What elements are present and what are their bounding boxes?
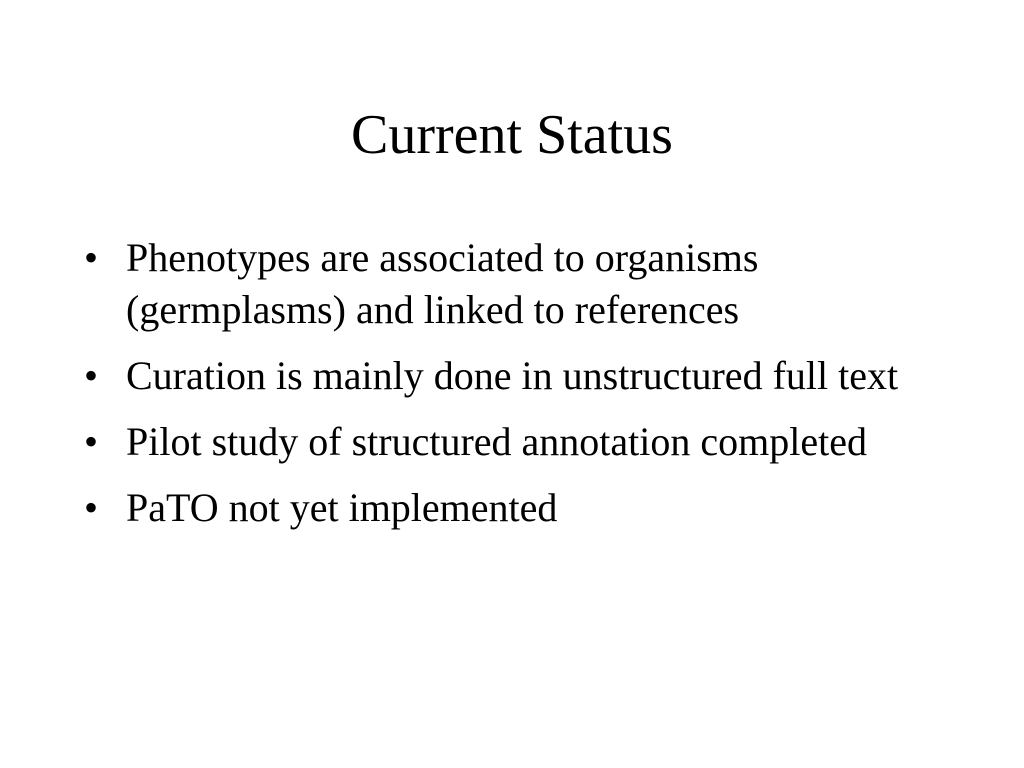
bullet-list bbox=[84, 232, 964, 548]
bullet-text: Pilot study of structured annotation completed bbox=[126, 419, 867, 464]
bullet-item bbox=[84, 482, 964, 534]
slide-title: Current Status bbox=[351, 104, 673, 166]
bullet-point-icon: • bbox=[84, 353, 99, 398]
bullet-text: PaTO not yet implemented bbox=[126, 485, 558, 530]
bullet-item bbox=[84, 416, 964, 468]
bullet-point-icon: • bbox=[84, 419, 99, 464]
bullet-text: Phenotypes are associated to organisms (germplasms) and linked to references bbox=[126, 235, 759, 332]
bullet-item bbox=[84, 232, 964, 336]
bullet-point-icon: • bbox=[84, 485, 99, 530]
bullet-item bbox=[84, 350, 964, 402]
bullet-point-icon: • bbox=[84, 235, 99, 280]
bullet-text: Curation is mainly done in unstructured full text bbox=[126, 353, 899, 398]
